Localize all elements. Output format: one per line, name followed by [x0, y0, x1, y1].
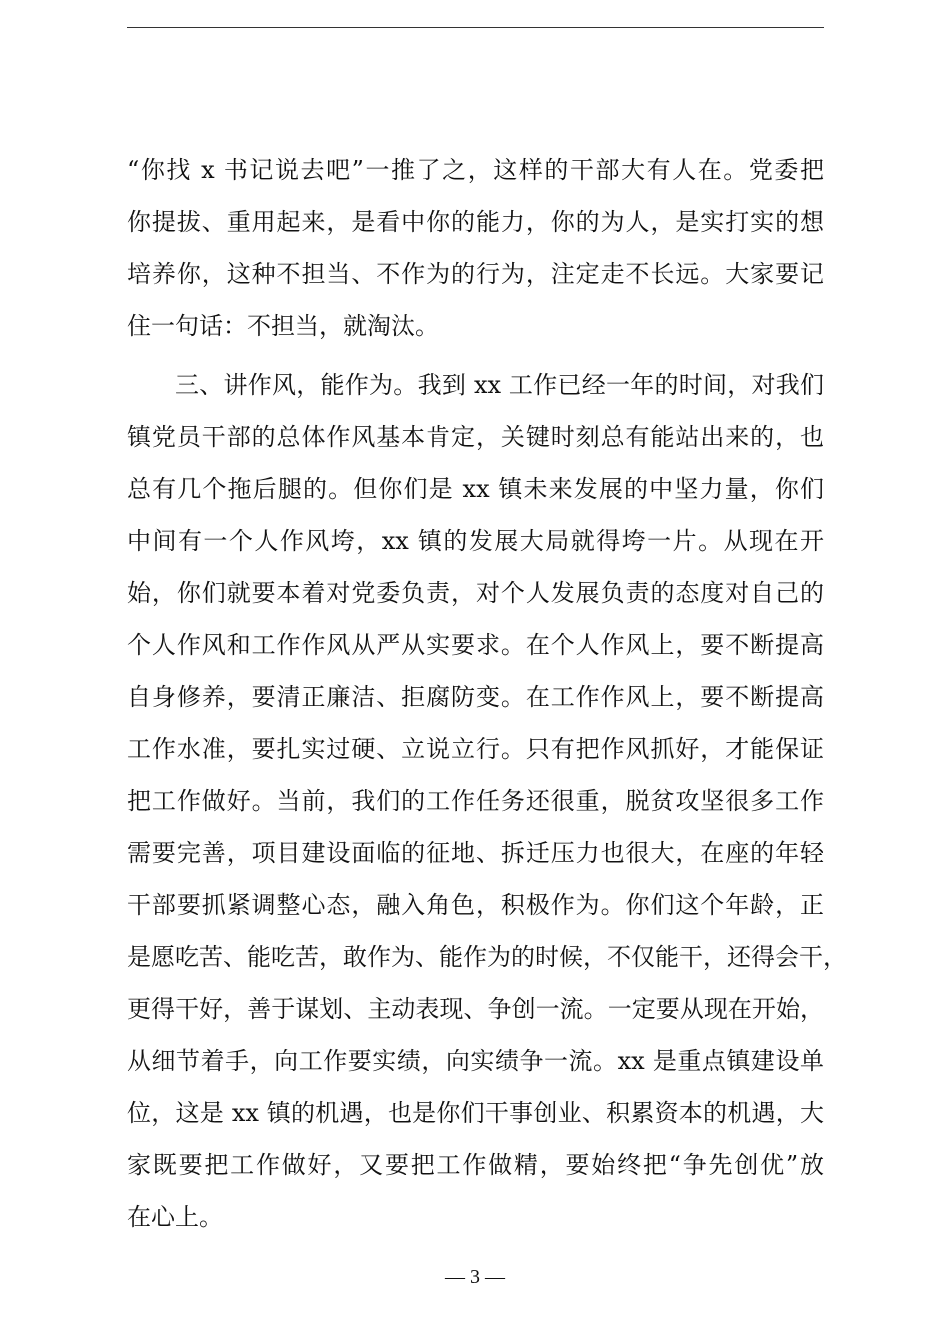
paragraph-2-line-17: 在心上。 [127, 1203, 223, 1231]
paragraph-2-line-16: 家既要把工作做好，又要把工作做精，要始终把“争先创优”放 [127, 1151, 824, 1179]
paragraph-2-line-2: 镇党员干部的总体作风基本肯定，关键时刻总有能站出来的，也 [127, 423, 824, 451]
page-number: — 3 — [445, 1266, 505, 1288]
paragraph-2-line-6: 个人作风和工作作风从严从实要求。在个人作风上，要不断提高 [127, 631, 824, 659]
paragraph-1-line-3: 培养你，这种不担当、不作为的行为，注定走不长远。大家要记 [127, 260, 824, 288]
paragraph-1-line-2: 你提拔、重用起来，是看中你的能力，你的为人，是实打实的想 [127, 208, 824, 236]
paragraph-2-line-15: 位，这是 xx 镇的机遇，也是你们干事创业、积累资本的机遇，大 [127, 1099, 824, 1127]
paragraph-2-line-3: 总有几个拖后腿的。但你们是 xx 镇未来发展的中坚力量，你们 [127, 475, 824, 503]
paragraph-2-line-13: 更得干好，善于谋划、主动表现、争创一流。一定要从现在开始， [127, 995, 824, 1023]
paragraph-2-line-1: 三、讲作风，能作为。我到 xx 工作已经一年的时间，对我们 [175, 371, 824, 399]
paragraph-2-line-12: 是愿吃苦、能吃苦，敢作为、能作为的时候，不仅能干，还得会干， [127, 943, 847, 971]
paragraph-2-line-8: 工作水准，要扎实过硬、立说立行。只有把作风抓好，才能保证 [127, 735, 824, 763]
header-rule [127, 27, 824, 28]
paragraph-2-line-5: 始，你们就要本着对党委负责，对个人发展负责的态度对自己的 [127, 579, 824, 607]
paragraph-2-line-9: 把工作做好。当前，我们的工作任务还很重，脱贫攻坚很多工作 [127, 787, 824, 815]
paragraph-2-line-11: 干部要抓紧调整心态，融入角色，积极作为。你们这个年龄，正 [127, 891, 824, 919]
paragraph-1-line-4: 住一句话：不担当，就淘汰。 [127, 312, 439, 340]
paragraph-2-line-7: 自身修养，要清正廉洁、拒腐防变。在工作作风上，要不断提高 [127, 683, 824, 711]
paragraph-1-line-1: “你找 x 书记说去吧”一推了之，这样的干部大有人在。党委把 [127, 156, 824, 184]
paragraph-2-line-4: 中间有一个人作风垮，xx 镇的发展大局就得垮一片。从现在开 [127, 527, 824, 555]
paragraph-2-line-10: 需要完善，项目建设面临的征地、拆迁压力也很大，在座的年轻 [127, 839, 824, 867]
paragraph-2-line-14: 从细节着手，向工作要实绩，向实绩争一流。xx 是重点镇建设单 [127, 1047, 824, 1075]
